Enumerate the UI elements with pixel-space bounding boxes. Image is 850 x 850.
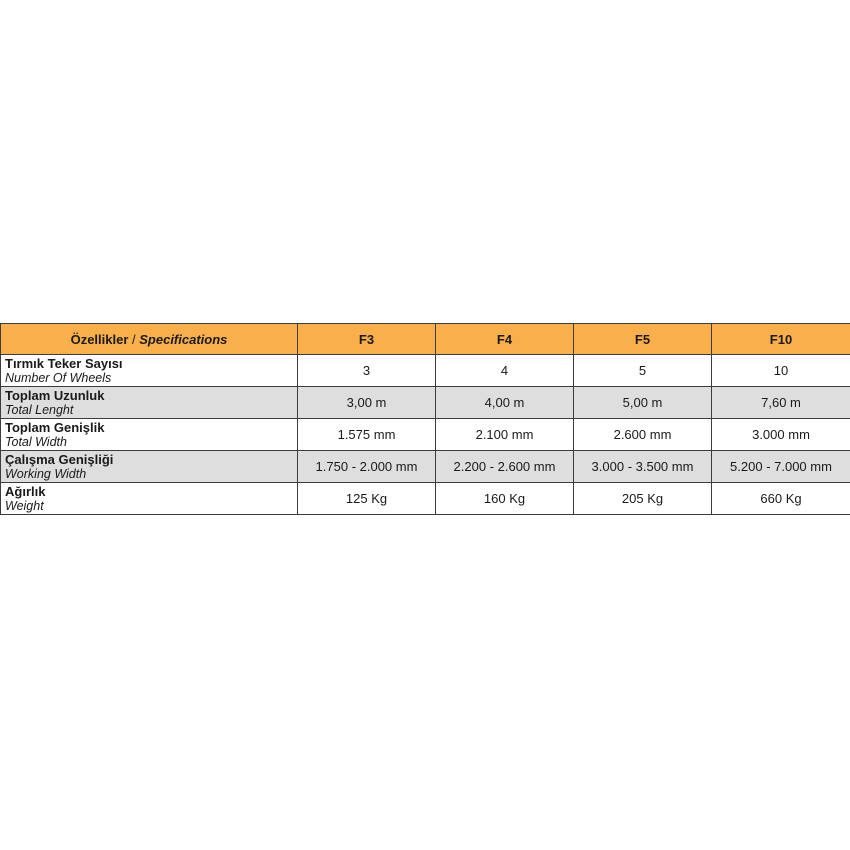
table-row-total-length bbox=[1, 387, 850, 419]
header-spec-en: Specifications bbox=[139, 331, 228, 347]
value-f3: 3,00 m bbox=[298, 387, 436, 419]
value-f5: 5 bbox=[574, 355, 712, 387]
value-f5: 205 Kg bbox=[574, 483, 712, 515]
table-body bbox=[1, 355, 850, 515]
table-header bbox=[1, 324, 850, 355]
row-label-en: Total Lenght bbox=[5, 402, 74, 417]
row-label-tr: Toplam Uzunluk bbox=[5, 387, 105, 403]
row-label bbox=[1, 483, 298, 515]
row-label bbox=[1, 419, 298, 451]
value-f4: 2.100 mm bbox=[436, 419, 574, 451]
row-label-tr: Tırmık Teker Sayısı bbox=[5, 355, 123, 371]
row-label-en: Total Width bbox=[5, 434, 67, 449]
specifications-table bbox=[0, 323, 850, 515]
value-f4: 160 Kg bbox=[436, 483, 574, 515]
value-f10: 3.000 mm bbox=[712, 419, 850, 451]
row-label bbox=[1, 355, 298, 387]
header-model-f3: F3 bbox=[298, 324, 436, 355]
value-f10: 7,60 m bbox=[712, 387, 850, 419]
value-f10: 660 Kg bbox=[712, 483, 850, 515]
header-specifications bbox=[1, 324, 298, 355]
row-label-en: Weight bbox=[5, 498, 44, 513]
value-f3: 125 Kg bbox=[298, 483, 436, 515]
table-row-working-width bbox=[1, 451, 850, 483]
value-f3: 1.750 - 2.000 mm bbox=[298, 451, 436, 483]
row-label-tr: Çalışma Genişliği bbox=[5, 451, 114, 467]
value-f10: 10 bbox=[712, 355, 850, 387]
value-f4: 4 bbox=[436, 355, 574, 387]
row-label-tr: Ağırlık bbox=[5, 483, 46, 499]
row-label-tr: Toplam Genişlik bbox=[5, 419, 105, 435]
header-row bbox=[1, 324, 850, 355]
header-model-f4: F4 bbox=[436, 324, 574, 355]
row-label bbox=[1, 451, 298, 483]
row-label bbox=[1, 387, 298, 419]
value-f3: 3 bbox=[298, 355, 436, 387]
header-model-f5: F5 bbox=[574, 324, 712, 355]
row-label-en: Number Of Wheels bbox=[5, 370, 112, 385]
header-model-f10: F10 bbox=[712, 324, 850, 355]
row-label-en: Working Width bbox=[5, 466, 87, 481]
value-f3: 1.575 mm bbox=[298, 419, 436, 451]
table-row-number-of-wheels bbox=[1, 355, 850, 387]
value-f4: 4,00 m bbox=[436, 387, 574, 419]
value-f10: 5.200 - 7.000 mm bbox=[712, 451, 850, 483]
value-f4: 2.200 - 2.600 mm bbox=[436, 451, 574, 483]
table-row-total-width bbox=[1, 419, 850, 451]
value-f5: 5,00 m bbox=[574, 387, 712, 419]
value-f5: 3.000 - 3.500 mm bbox=[574, 451, 712, 483]
value-f5: 2.600 mm bbox=[574, 419, 712, 451]
header-spec-tr: Özellikler bbox=[70, 331, 129, 347]
table-row-weight bbox=[1, 483, 850, 515]
header-separator: / bbox=[128, 331, 140, 347]
